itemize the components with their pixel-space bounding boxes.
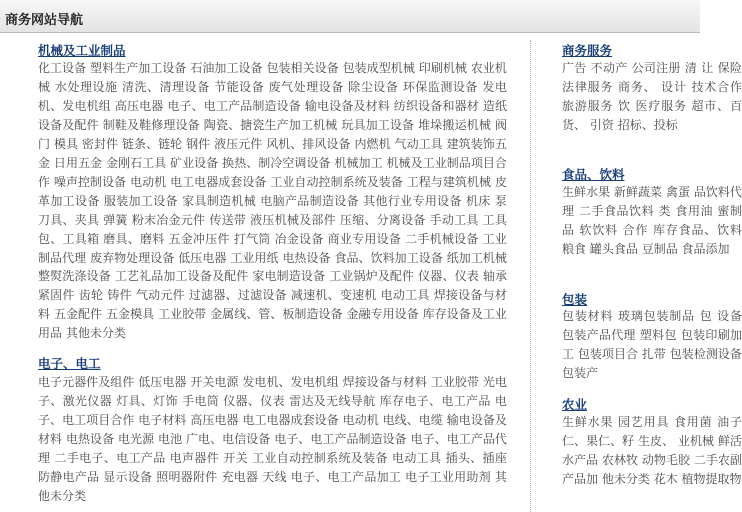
category-link[interactable]: 开关电源 [190,375,239,389]
category-link[interactable]: 电子、电工项目合作 [38,393,507,427]
category-link[interactable]: 电动工具 [391,450,442,465]
category-link[interactable]: 新鲜蔬菜 [613,185,663,199]
category-link[interactable]: 植物提取物 [681,471,742,486]
category-link[interactable]: 仪器、仪表 [223,393,285,408]
category-link[interactable]: 电工电器成套设备 [170,174,267,189]
category-link[interactable]: 包装材料 [562,309,614,323]
category-link[interactable]: 工程与建筑机械 [406,174,492,189]
category-link[interactable]: 磨具、磨料 [103,231,165,246]
category-link[interactable]: 商务、 [617,79,657,94]
category-link[interactable]: 电子工业用助剂 [405,469,491,484]
category-link[interactable]: 塑料包 [639,327,677,342]
category-link[interactable]: 电动机 [342,412,379,427]
category-link[interactable]: 二手电子、电工产品 [54,450,166,465]
category-link[interactable]: 包装产品代理 [562,327,636,342]
category-link[interactable]: 其他未分类 [38,469,507,503]
section-links-business-services [562,59,742,135]
category-link[interactable]: 印刷机械 [418,61,467,75]
category-link[interactable]: 打气筒 [233,231,271,246]
category-link[interactable]: 库存食品、饮料 [652,222,742,237]
category-link[interactable]: 换热、制冷空调设备 [222,155,331,170]
page-title: 商务网站导航 [5,13,84,28]
category-link[interactable]: 模具 [53,136,79,151]
category-link[interactable]: 气动元件 [135,288,185,303]
category-link[interactable]: 焊接设备与材料 [38,288,507,322]
category-link[interactable]: 类 [658,203,672,218]
category-link[interactable]: 冶金设备 [274,231,324,246]
category-link[interactable]: 清洗、清理设备 [121,79,210,94]
category-link[interactable]: 防静电产品 [38,469,100,484]
category-link[interactable]: 铸件 [107,288,132,303]
category-link[interactable]: 电池 [158,431,183,446]
category-link[interactable]: 食用油 [675,203,714,218]
category-link[interactable]: 废气处理设备 [268,79,344,94]
category-link[interactable]: 输电设备及材料 [38,412,507,446]
category-link[interactable]: 手电筒 [182,393,220,408]
category-link[interactable]: 工业用纸 [230,250,279,265]
category-link[interactable]: 库存电子、电工产品 [379,393,491,408]
section-links-food-beverage [562,183,742,259]
category-link[interactable]: 陶瓷、搪瓷生产加工机械 [203,117,338,132]
category-link[interactable]: 园艺用具 [617,415,670,429]
category-link[interactable]: 皮革加工设备 [38,174,507,208]
category-link[interactable]: 品饮料代理 [562,185,742,218]
section-title-machinery[interactable]: 机械及工业制品 [38,43,126,58]
category-link[interactable]: 显示设备 [103,469,153,484]
category-link[interactable]: 招标、投标 [617,117,678,132]
category-link[interactable]: 仪器、仪表 [418,269,479,284]
category-link[interactable]: 工业锅炉及配件 [329,269,415,284]
category-link[interactable]: 建筑装饰五金 [38,136,507,170]
category-link[interactable]: 金属线、管、板制造设备 [210,307,343,322]
category-link[interactable]: 机械加工 [334,155,383,170]
category-link[interactable]: 电子、电工产品制造设备 [167,98,301,113]
category-link[interactable]: 其他行业专用设备 [363,193,462,208]
category-link[interactable]: 过滤器、过滤设备 [188,288,287,303]
category-link[interactable]: 风机、排风设备 [266,136,351,151]
category-link[interactable]: 高压电器 [190,412,239,427]
category-link[interactable]: 生鲜水果 [562,415,614,429]
category-link[interactable]: 传送带 [209,212,247,227]
category-link[interactable]: 纺织设备和器材 [393,98,479,113]
category-link[interactable]: 焊接设备与材料 [342,375,427,389]
category-link[interactable]: 包装成型机械 [342,61,415,75]
category-link[interactable]: 包装项目合 [577,346,639,361]
category-link[interactable]: 工业自动控制系统及装备 [252,450,388,465]
category-link[interactable]: 日用五金 [53,155,103,170]
category-link[interactable]: 水处理设施 [54,79,118,94]
category-link[interactable]: 引资 [589,117,614,132]
category-link[interactable]: 油子仁、果仁、籽 [562,415,742,448]
category-link[interactable]: 雷达及无线导航 [289,393,376,408]
category-link[interactable]: 工艺礼品加工设备及配件 [114,269,249,284]
category-link[interactable]: 弹簧 [103,212,128,227]
category-link[interactable]: 业机械 [677,433,715,448]
category-link[interactable]: 金融专用设备 [346,307,419,322]
category-link[interactable]: 金刚石工具 [105,155,167,170]
category-link[interactable]: 石油加工设备 [190,61,263,75]
category-link[interactable]: 其他未分类 [65,326,126,341]
category-link[interactable]: 食用菌 [673,415,713,429]
category-link[interactable]: 设备 [717,309,742,323]
category-link[interactable]: 电热设备 [65,431,115,446]
category-link[interactable]: 合作 [622,222,649,237]
category-link[interactable]: 动物毛胶 [641,452,690,467]
category-link[interactable]: 法律服务 [562,79,614,94]
category-link[interactable]: 工具包、工具箱 [38,212,507,246]
category-link[interactable]: 软饮料 [579,222,618,237]
category-link[interactable]: 插头、插座 [445,450,507,465]
category-link[interactable]: 农林牧 [601,452,639,467]
category-link[interactable]: 包 [699,309,713,323]
category-link[interactable]: 花木 [653,471,678,486]
category-link[interactable]: 电光源 [118,431,155,446]
category-link[interactable]: 鲜活水产品 [562,433,742,467]
category-link[interactable]: 商业专用设备 [327,231,402,246]
category-link[interactable]: 阀门 [38,117,507,151]
category-link[interactable]: 低压电器 [138,375,187,389]
category-link[interactable]: 输电设备及材料 [304,98,390,113]
category-link[interactable]: 照明器附件 [156,469,218,484]
category-link[interactable]: 让 [701,61,714,75]
category-link[interactable]: 技术合作 [691,79,742,94]
category-link[interactable]: 包装产 [562,365,599,380]
category-link[interactable]: 广电、电信设备 [186,431,271,446]
column-divider [530,40,531,512]
category-link[interactable]: 旅游服务 [562,98,614,113]
category-link[interactable]: 农业机械 [38,61,507,94]
category-link[interactable]: 豆制品 [641,241,678,256]
category-link[interactable]: 工业制品代理 [38,231,507,265]
category-link[interactable]: 二手食品饮料 [578,203,655,218]
category-link[interactable]: 五金冲压件 [168,231,230,246]
category-link[interactable]: 包装相关设备 [266,61,339,75]
category-link[interactable]: 液压机械及部件 [250,212,336,227]
section-title-electronics[interactable]: 电子、电工 [38,356,101,371]
category-link[interactable]: 工业胶带 [158,307,207,322]
section-links-packaging [562,307,742,383]
category-link[interactable]: 废弃物处理设备 [90,250,175,265]
category-link[interactable]: 齿轮 [78,288,104,303]
category-link[interactable]: 刀具、夹具 [38,212,100,227]
category-link[interactable]: 电热设备 [282,250,331,265]
category-link[interactable]: 粉末冶金元件 [131,212,206,227]
section-title-business-services[interactable]: 商务服务 [562,43,613,58]
category-link[interactable]: 电子、电工产品代理 [38,431,507,465]
category-link[interactable]: 蜜制品 [562,203,742,237]
category-link[interactable]: 饮 [617,98,631,113]
category-link[interactable]: 光电子、激光仪器 [38,375,507,408]
category-link[interactable]: 整熨洗涤设备 [38,269,111,284]
category-link[interactable]: 广告 [562,61,587,75]
category-link[interactable]: 玻璃包装制品 [617,309,695,323]
category-link[interactable]: 低压电器 [178,250,227,265]
category-link[interactable]: 电声器件 [169,450,220,465]
category-link[interactable]: 罐头食品 [589,241,638,256]
category-link[interactable]: 电动机 [130,174,167,189]
category-link[interactable]: 工业胶带 [430,375,480,389]
category-link[interactable]: 电子元器件及组件 [38,375,135,389]
category-link[interactable]: 液压元件 [214,136,263,151]
category-link[interactable]: 家电制造设备 [252,269,326,284]
category-link[interactable]: 扎带 [641,346,666,361]
right-column [562,0,742,512]
category-link[interactable]: 开关 [223,450,248,465]
category-link[interactable]: 减速机、变速机 [290,288,377,303]
category-link[interactable]: 包装检测设备 [669,346,742,361]
category-link[interactable]: 家具制造机械 [182,193,257,208]
category-link[interactable]: 粮食 [562,241,587,256]
category-link[interactable]: 保险 [717,61,742,75]
category-link[interactable]: 除尘设备 [348,79,399,94]
category-link[interactable]: 噪声控制设备 [53,174,127,189]
category-link[interactable]: 环保监测设备 [402,79,478,94]
category-link[interactable]: 手动工具 [429,212,479,227]
category-link[interactable]: 内燃机 [354,136,391,151]
category-link[interactable]: 医疗服务 [635,98,687,113]
category-link[interactable]: 五金配件 [53,307,103,322]
category-link[interactable]: 塑料生产加工设备 [90,61,187,75]
category-link[interactable]: 电工电器成套设备 [242,412,339,427]
category-link[interactable]: 五金模具 [105,307,155,322]
category-link[interactable]: 他未分类 [601,471,650,486]
category-link[interactable]: 电子、电工产品加工 [290,469,402,484]
section-title-agriculture[interactable]: 农业 [562,397,588,412]
category-link[interactable]: 泵 [494,193,507,208]
section-title-food-beverage[interactable]: 食品、饮料 [562,167,625,182]
category-link[interactable]: 发电机、发电机组 [38,79,507,113]
category-link[interactable]: 矿业设备 [170,155,219,170]
category-link[interactable]: 纸加工机械 [446,250,507,265]
category-link[interactable]: 玩具加工设备 [341,117,415,132]
category-link[interactable]: 禽蛋 [665,185,690,199]
category-link[interactable]: 压缩、分离设备 [339,212,426,227]
category-link[interactable]: 工业自动控制系统及装备 [270,174,403,189]
section-links-agriculture [562,413,742,489]
category-link[interactable]: 机械及工业制品项目合作 [38,155,507,189]
section-title-packaging[interactable]: 包装 [562,292,588,307]
category-link[interactable]: 电子材料 [138,412,187,427]
category-link[interactable]: 高压电器 [114,98,164,113]
category-link[interactable]: 机床 [466,193,491,208]
category-link[interactable]: 电子、电工产品制造设备 [274,431,407,446]
category-link[interactable]: 生鲜水果 [562,185,611,199]
section-links-machinery [38,59,507,343]
category-link[interactable]: 链条、链轮 [121,136,183,151]
category-link[interactable]: 公司注册 [631,61,681,75]
category-link[interactable]: 电脑产品制造设备 [260,193,359,208]
category-link[interactable]: 超市、百货、 [562,98,742,132]
category-link[interactable]: 包装印刷加工 [562,327,742,361]
category-link[interactable]: 堆垛搬运机械 [418,117,492,132]
category-link[interactable]: 服装加工设备 [103,193,178,208]
category-link[interactable]: 二手农副产品加 [562,452,742,486]
category-link[interactable]: 紧固件 [38,288,75,303]
category-link[interactable]: 密封件 [81,136,119,151]
category-link[interactable]: 化工设备 [38,61,87,75]
category-link[interactable]: 轴承 [482,269,507,284]
category-link[interactable]: 发电机、发电机组 [242,375,339,389]
category-link[interactable]: 钢件 [186,136,211,151]
category-link[interactable]: 电动工具 [380,288,430,303]
category-link[interactable]: 食品添加 [681,241,730,256]
category-link[interactable]: 不动产 [590,61,628,75]
category-link[interactable]: 充电器 [221,469,259,484]
section-links-electronics [38,373,507,506]
category-link[interactable]: 二手机械设备 [405,231,479,246]
category-link[interactable]: 食品、饮料加工设备 [334,250,443,265]
category-link[interactable]: 天线 [262,469,287,484]
category-link[interactable]: 生皮、 [638,433,675,448]
category-link[interactable]: 节能设备 [214,79,265,94]
category-link[interactable]: 库存设备及工业用品 [38,307,507,341]
category-link[interactable]: 制鞋及鞋修理设备 [102,117,200,132]
category-link[interactable]: 设计 [661,79,687,94]
category-link[interactable]: 气动工具 [394,136,443,151]
category-link[interactable]: 灯具、灯饰 [116,393,178,408]
category-link[interactable]: 电线、电缆 [382,412,443,427]
category-link[interactable]: 造纸设备及配件 [38,98,507,132]
category-link[interactable]: 清 [684,61,698,75]
